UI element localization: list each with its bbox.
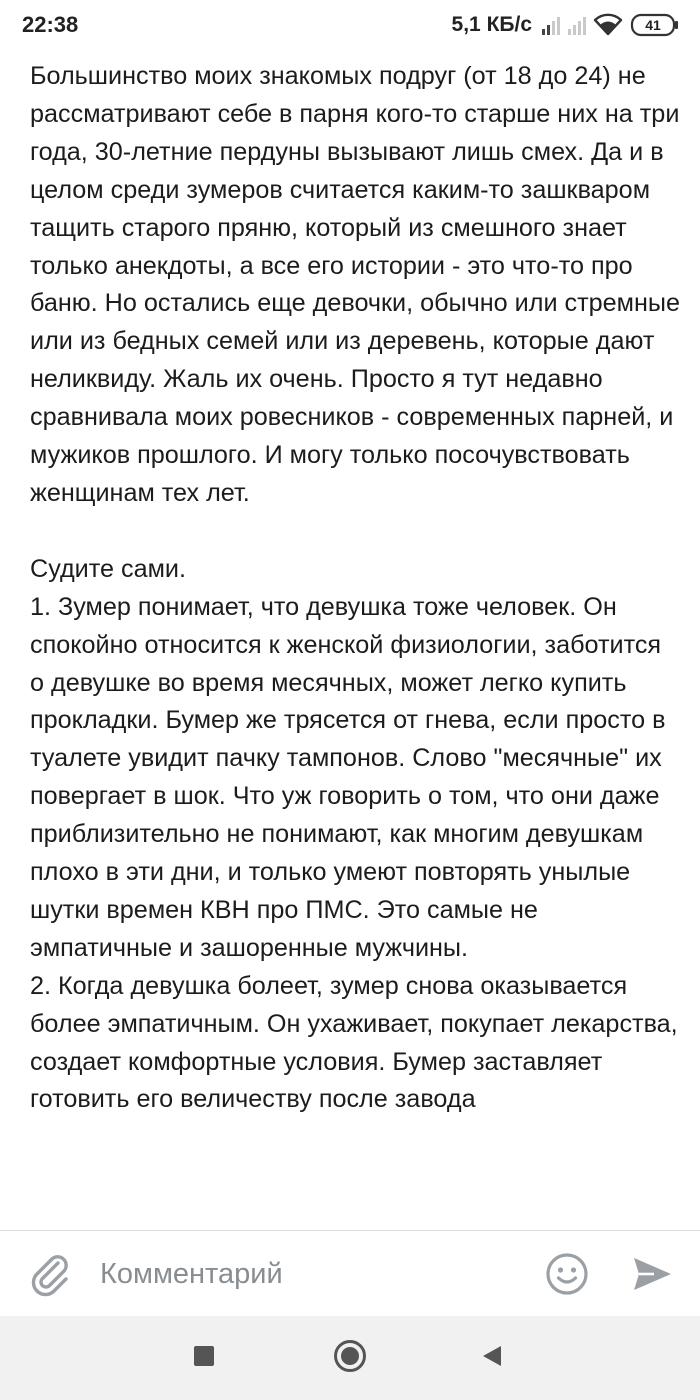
home-button[interactable] <box>308 1316 392 1400</box>
recents-icon <box>193 1345 215 1372</box>
signal-icon-2 <box>568 15 586 35</box>
status-indicators <box>452 11 680 39</box>
signal-icon <box>542 15 560 35</box>
comment-input[interactable] <box>100 1249 520 1299</box>
emoji-icon[interactable] <box>544 1251 590 1297</box>
paperclip-icon[interactable] <box>28 1251 74 1297</box>
home-icon <box>333 1339 367 1378</box>
wifi-icon <box>594 14 622 36</box>
comment-bar <box>0 1230 700 1316</box>
network-speed: 5,1 КБ/с <box>451 13 532 36</box>
recents-button[interactable] <box>162 1316 246 1400</box>
battery-level: 41 <box>645 17 661 33</box>
back-button[interactable] <box>450 1316 534 1400</box>
battery-icon <box>630 13 680 37</box>
article-body <box>30 58 680 1230</box>
navigation-bar <box>0 1316 700 1400</box>
status-time: 22:38 <box>22 12 79 37</box>
send-icon[interactable] <box>630 1252 674 1296</box>
back-icon <box>481 1344 503 1373</box>
article-text: Большинство моих знакомых подруг (от 18 до 24) не рассматривают себе в парня кого-то старше них на три года, 30-летние пердуны вызывают лишь смех. Да и в целом среди зумеров считается каким-то зашкваром тащить старого пряню, который из смешного знает только анекдоты, а все его истории - это что-то про баню. Но остались еще девочки, обычно или стремные или из бедных семей или из деревень, которые дают неликвиду. Жаль их очень. Просто я тут недавно сравнивала моих ровесников - современных парней, и мужиков прошлого. И могу только посочувствовать женщинам тех лет. Судите сами. 1. Зумер понимает, что девушка тоже человек. Он спокойно относится к женской физиологии, заботится о девушке во время месячных, может легко купить прокладки. Бумер же трясется от гнева, если просто в туалете увидит пачку тампонов. Слово "месячные" их повергает в шок. Что уж говорить о том, что они даже приблизительно не понимают, как многим девушкам плохо в эти дни, и только умеют повторять унылые шутки времен КВН про ПМС. Это самые не эмпатичные и зашоренные мужчины. 2. Когда девушка болеет, зумер снова оказывается более эмпатичным. Он ухаживает, покупает лекарства, создает комфортные условия. Бумер заставляет готовить его величеству после завода <box>30 62 681 1114</box>
status-bar <box>0 0 700 50</box>
